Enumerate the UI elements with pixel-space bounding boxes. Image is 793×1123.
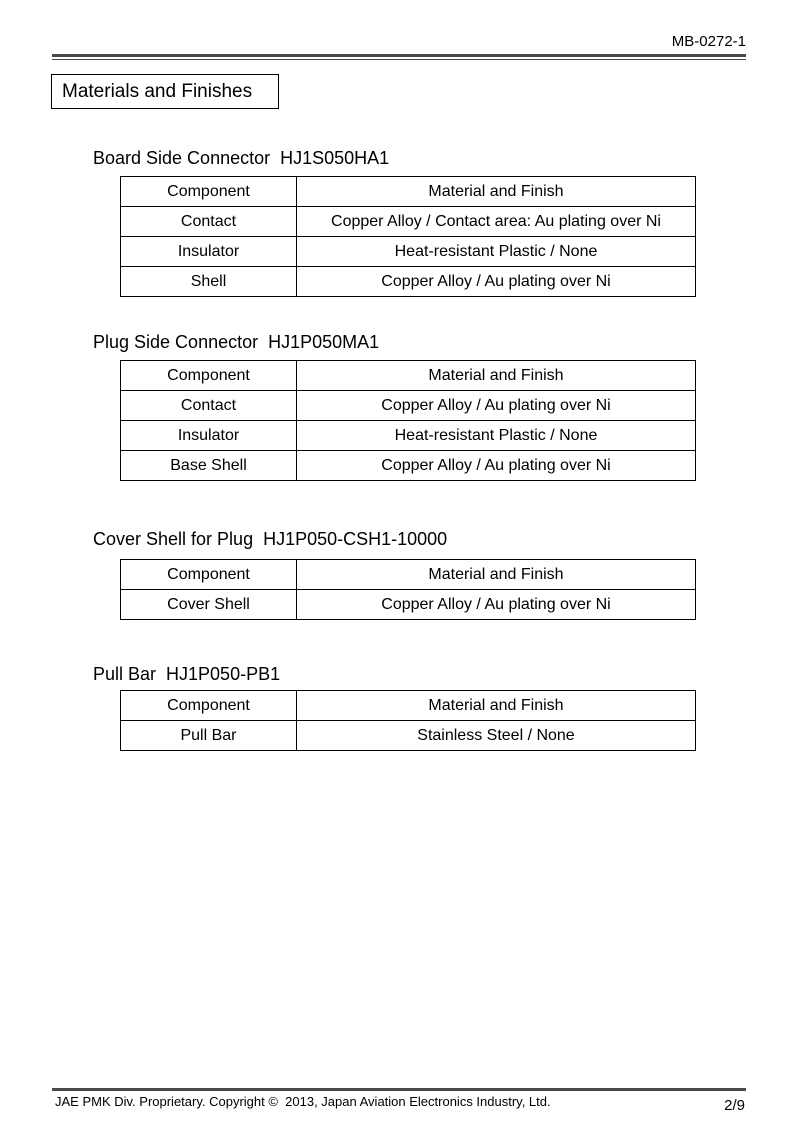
cell-material: Heat-resistant Plastic / None — [297, 237, 696, 267]
section-title-box — [51, 74, 279, 109]
cell-material: Heat-resistant Plastic / None — [297, 421, 696, 451]
group-title-pull-bar: Pull Bar HJ1P050-PB1 — [93, 664, 281, 684]
footer-rule — [52, 1088, 746, 1091]
table-pull-bar — [120, 690, 696, 751]
cell-material: Copper Alloy / Au plating over Ni — [297, 391, 696, 421]
table-header-row — [121, 361, 696, 391]
table-plug-side — [120, 360, 696, 481]
cell-material: Copper Alloy / Au plating over Ni — [297, 451, 696, 481]
section-title: Materials and Finishes — [62, 81, 253, 102]
header-rule — [52, 54, 746, 60]
table-row — [121, 237, 696, 267]
cell-component: Contact — [121, 207, 297, 237]
cell-material: Copper Alloy / Au plating over Ni — [297, 590, 696, 620]
table-header-row — [121, 177, 696, 207]
cell-component: Pull Bar — [121, 721, 297, 751]
cell-component: Cover Shell — [121, 590, 297, 620]
table-row — [121, 721, 696, 751]
group-title-board-side: Board Side Connector HJ1S050HA1 — [93, 148, 390, 168]
header-cell-component: Component — [121, 560, 297, 590]
cell-material: Stainless Steel / None — [297, 721, 696, 751]
table-cover-shell — [120, 559, 696, 620]
header-cell-component: Component — [121, 691, 297, 721]
table-row — [121, 207, 696, 237]
table-row — [121, 267, 696, 297]
group-title-cover-shell: Cover Shell for Plug HJ1P050-CSH1-10000 — [93, 529, 448, 549]
cell-component: Insulator — [121, 421, 297, 451]
footer-copyright: JAE PMK Div. Proprietary. Copyright © 2013, Japan Aviation Electronics Industry, Ltd. — [55, 1094, 551, 1109]
page-number: 2/9 — [724, 1097, 745, 1114]
cell-component: Contact — [121, 391, 297, 421]
table-row — [121, 391, 696, 421]
group-title-plug-side: Plug Side Connector HJ1P050MA1 — [93, 332, 380, 352]
cell-material: Copper Alloy / Au plating over Ni — [297, 267, 696, 297]
table-board-side — [120, 176, 696, 297]
table-row — [121, 421, 696, 451]
cell-component: Insulator — [121, 237, 297, 267]
header-cell-material: Material and Finish — [297, 361, 696, 391]
document-number: MB-0272-1 — [671, 33, 746, 50]
table-header-row — [121, 560, 696, 590]
header-cell-component: Component — [121, 361, 297, 391]
header-cell-component: Component — [121, 177, 297, 207]
cell-component: Base Shell — [121, 451, 297, 481]
table-row — [121, 451, 696, 481]
cell-material: Copper Alloy / Contact area: Au plating over Ni — [297, 207, 696, 237]
header-cell-material: Material and Finish — [297, 560, 696, 590]
header-cell-material: Material and Finish — [297, 177, 696, 207]
table-header-row — [121, 691, 696, 721]
table-row — [121, 590, 696, 620]
header-cell-material: Material and Finish — [297, 691, 696, 721]
cell-component: Shell — [121, 267, 297, 297]
